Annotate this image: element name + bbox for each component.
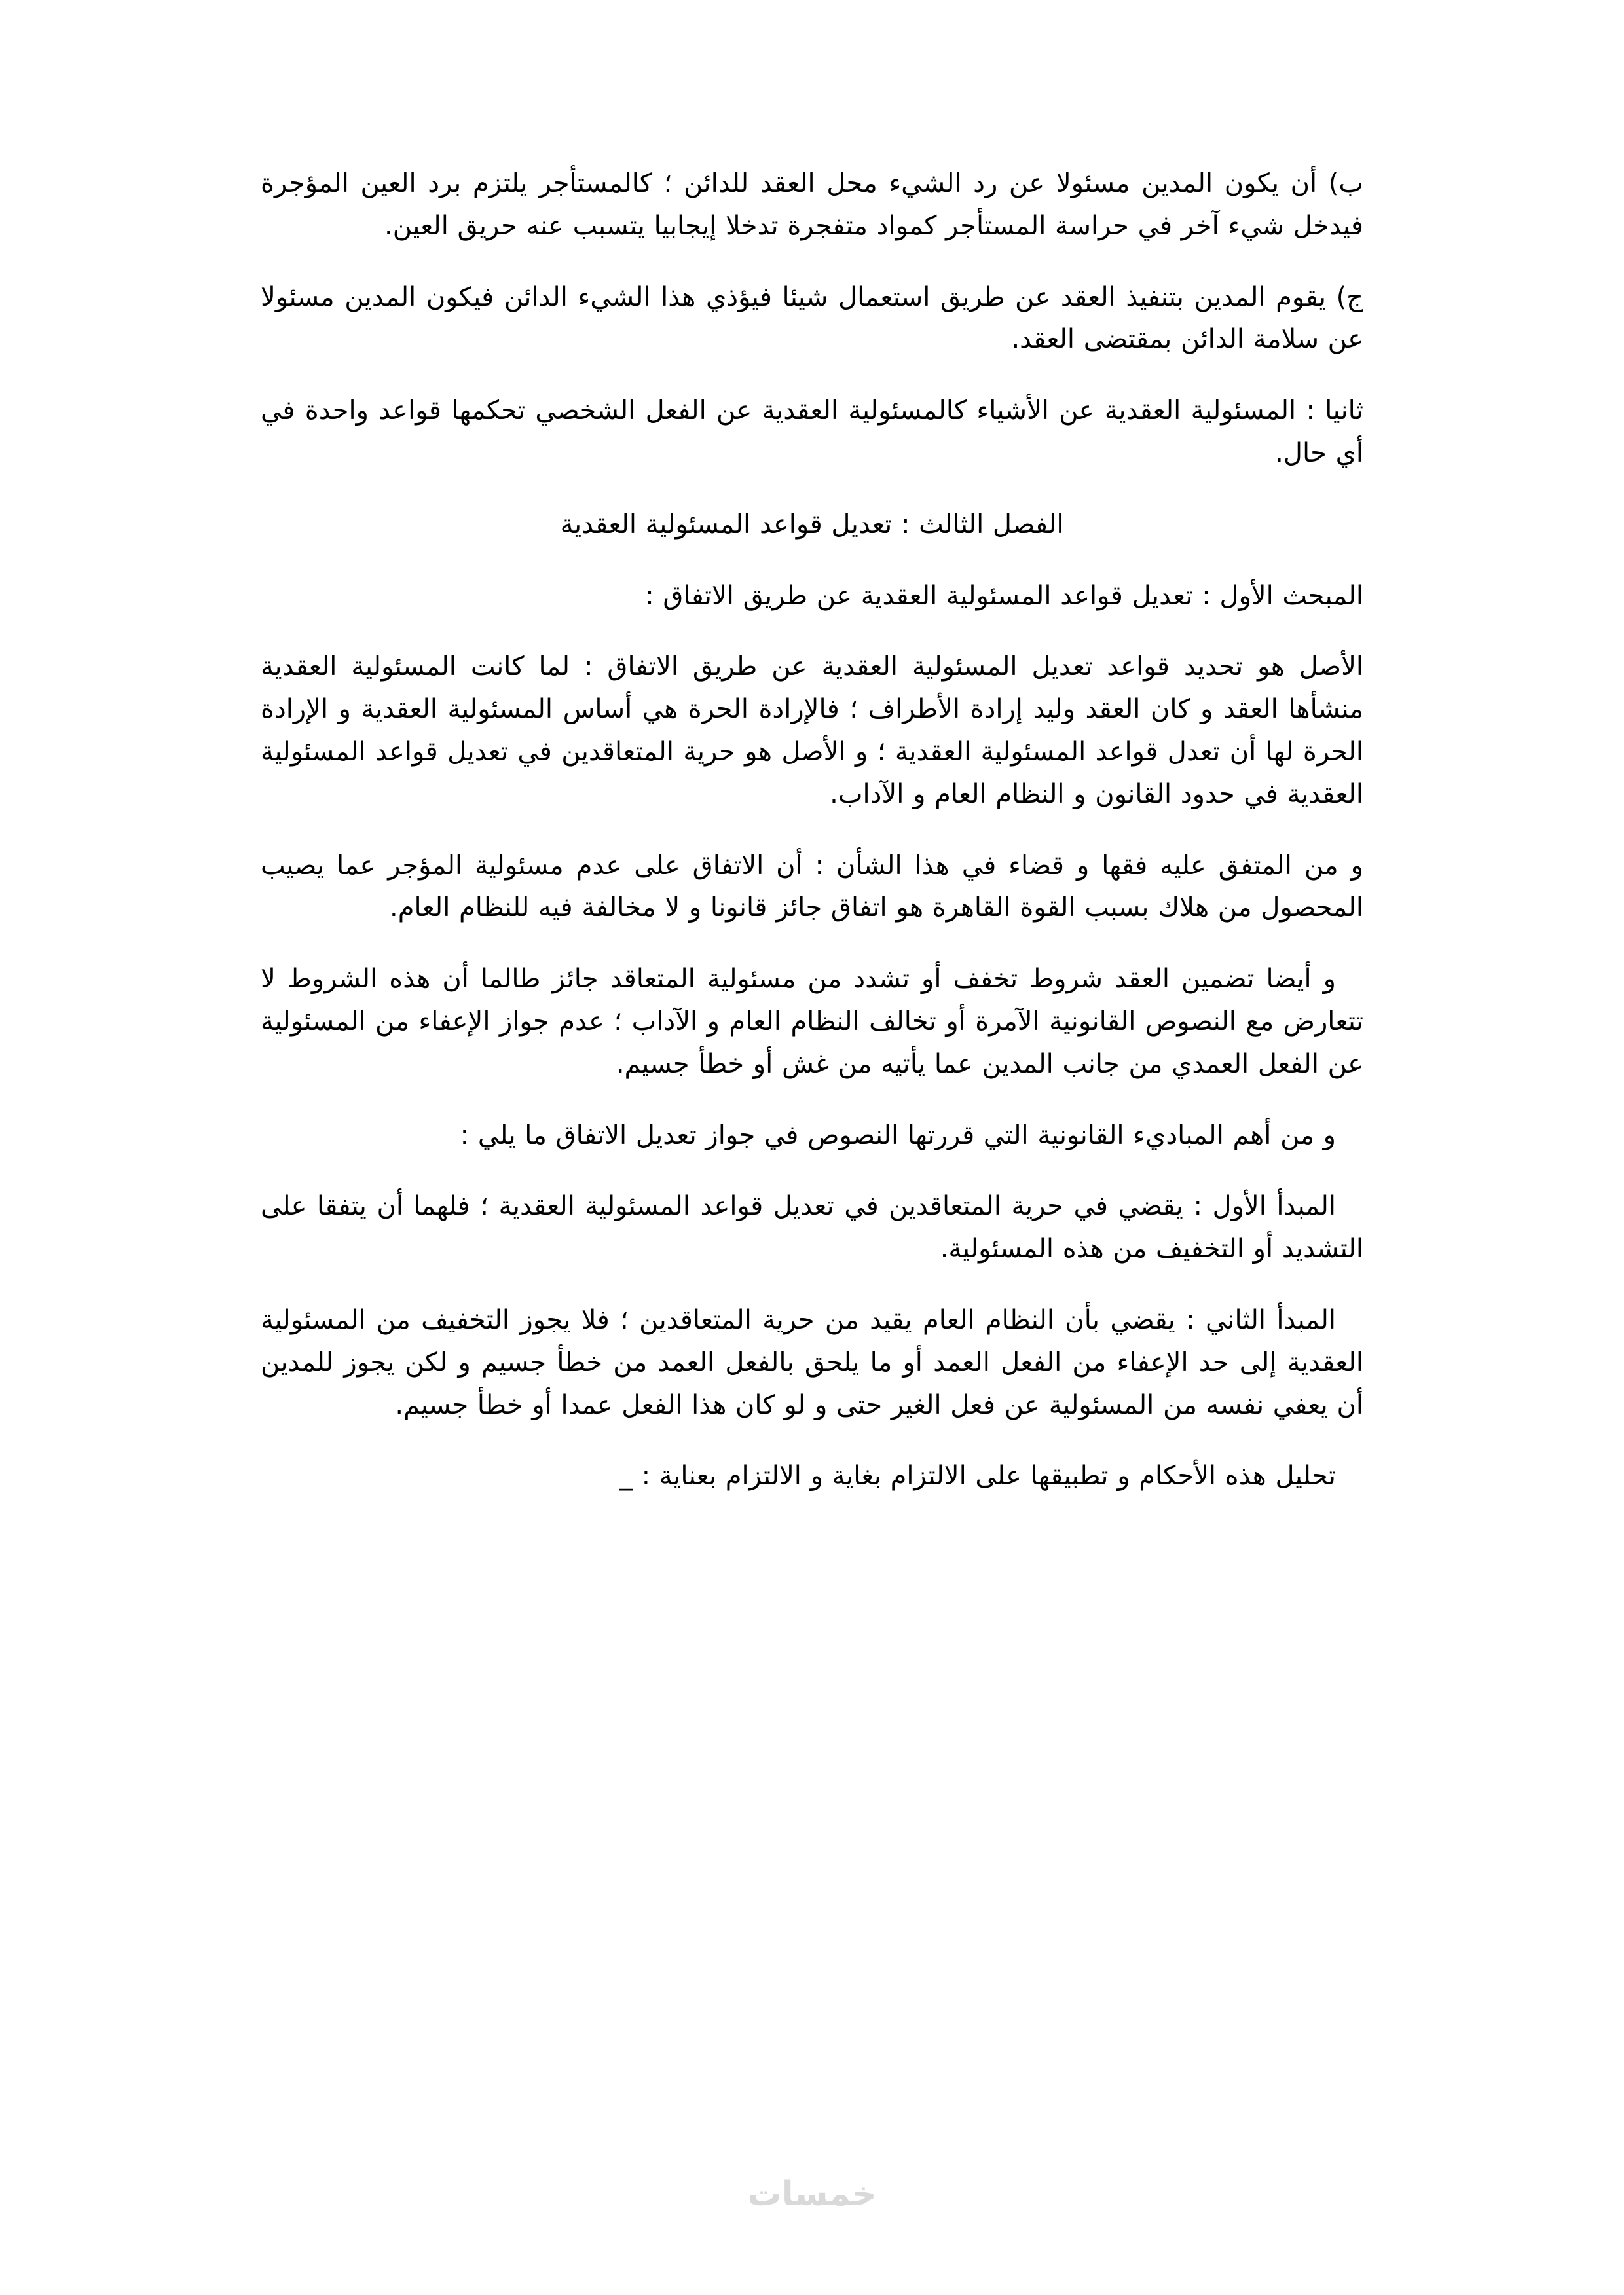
paragraph-b: ب) أن يكون المدين مسئولا عن رد الشيء محل العقد للدائن ؛ كالمستأجر يلتزم برد العين المؤجرة فيدخل شيء آخر في حراسة المستأجر كمواد متفجرة تدخلا إيجابيا يتسبب عنه حريق العين. bbox=[261, 168, 1363, 241]
heading-section-one: المبحث الأول : تعديل قواعد المسئولية العقدية عن طريق الاتفاق : bbox=[645, 580, 1363, 611]
paragraph-principle-one: المبدأ الأول : يقضي في حرية المتعاقدين في تعديل قواعد المسئولية العقدية ؛ فلهما أن يتفقا على التشديد أو التخفيف من هذه المسئولية. bbox=[261, 1191, 1363, 1264]
paragraph-most-important-principles: و من أهم المباديء القانونية التي قررتها النصوص في جواز تعديل الاتفاق ما يلي : bbox=[460, 1120, 1336, 1150]
paragraph-secondly: ثانيا : المسئولية العقدية عن الأشياء كالمسئولية العقدية عن الفعل الشخصي تحكمها قواعد واحدة في أي حال. bbox=[261, 395, 1363, 468]
paragraph-also-contract-terms: و أيضا تضمين العقد شروط تخفف أو تشدد من مسئولية المتعاقد جائز طالما أن هذه الشروط لا تتعارض مع النصوص القانونية الآمرة أو تخالف النظام العام و الآداب ؛ عدم جواز الإعفاء من المسئولية عن الفعل العمدي من جانب المدين عما يأتيه من غش أو خطأ جسيم. bbox=[261, 964, 1363, 1079]
watermark-khamsat: خمسات bbox=[747, 2175, 877, 2214]
document-body bbox=[261, 162, 1363, 1497]
paragraph-principle-two: المبدأ الثاني : يقضي بأن النظام العام يقيد من حرية المتعاقدين ؛ فلا يجوز التخفيف من المسئولية العقدية إلى حد الإعفاء من الفعل العمد أو ما يلحق بالفعل العمد من خطأ جسيم و لكن يجوز للمدين أن يعفي نفسه من المسئولية عن فعل الغير حتى و لو كان هذا الفعل عمدا أو خطأ جسيم. bbox=[261, 1304, 1363, 1420]
paragraph-principle-origin: الأصل هو تحديد قواعد تعديل المسئولية العقدية عن طريق الاتفاق : لما كانت المسئولية العقدية منشأها العقد و كان العقد وليد إرادة الأطراف ؛ فالإرادة الحرة هي أساس المسئولية العقدية و الإرادة الحرة لها أن تعدل قواعد المسئولية العقدية ؛ و الأصل هو حرية المتعاقدين في تعديل قواعد المسئولية العقدية في حدود القانون و النظام العام و الآداب. bbox=[261, 652, 1363, 809]
paragraph-agreed-upon: و من المتفق عليه فقها و قضاء في هذا الشأن : أن الاتفاق على عدم مسئولية المؤجر عما يصيب المحصول من هلاك بسبب القوة القاهرة هو اتفاق جائز قانونا و لا مخالفة فيه للنظام العام. bbox=[261, 850, 1363, 923]
paragraph-j: ج) يقوم المدين بتنفيذ العقد عن طريق استعمال شيئا فيؤذي هذا الشيء الدائن فيكون المدين مسئولا عن سلامة الدائن بمقتضى العقد. bbox=[261, 282, 1363, 355]
heading-chapter-three: الفصل الثالث : تعديل قواعد المسئولية العقدية bbox=[560, 509, 1064, 540]
paragraph-analysis: تحليل هذه الأحكام و تطبيقها على الالتزام بغاية و الالتزام بعناية : _ bbox=[619, 1461, 1336, 1492]
